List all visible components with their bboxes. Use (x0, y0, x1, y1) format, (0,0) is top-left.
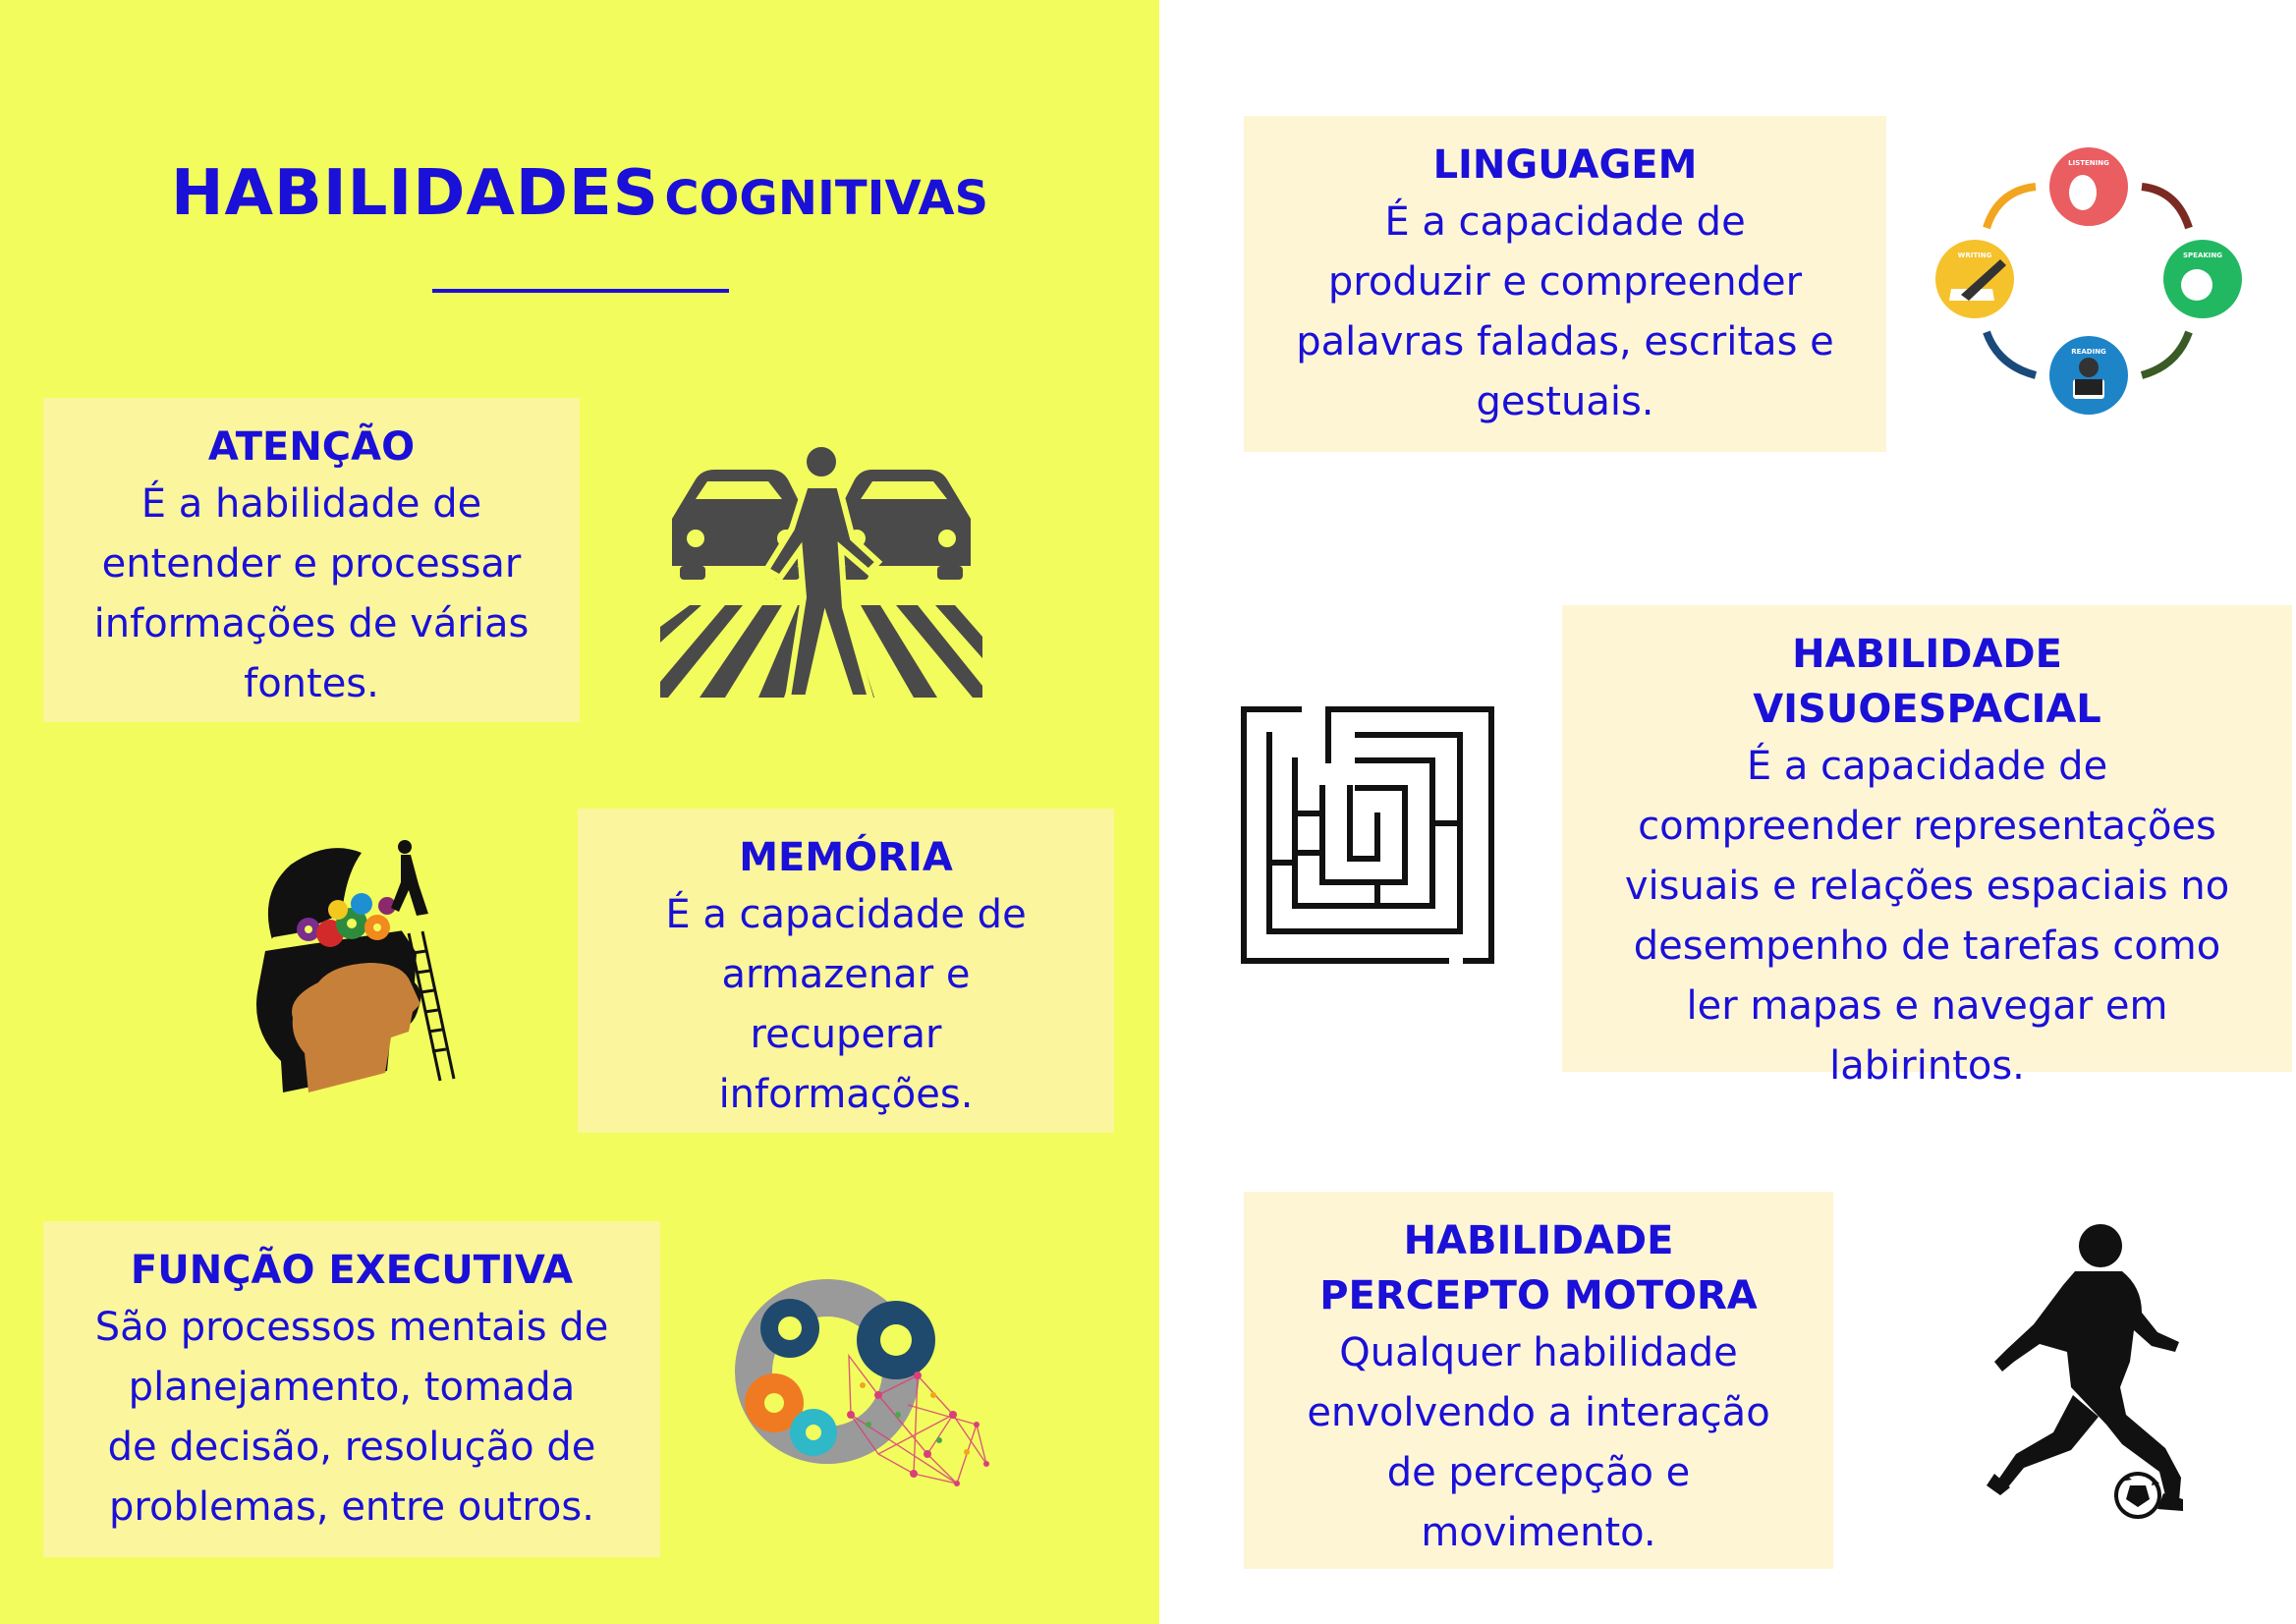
head-gears-icon (244, 835, 464, 1092)
card-percepto-motora (1244, 1192, 1833, 1569)
card-text-line: gestuais. (1476, 379, 1654, 424)
card-funcao-executiva (43, 1221, 660, 1557)
title-underline (432, 289, 729, 293)
card-text-line: envolvendo a interação (1307, 1390, 1770, 1435)
card-text-line: fontes. (244, 661, 379, 706)
card-text-line: visuais e relações espaciais no (1624, 864, 2230, 909)
pedestrian-crossing-icon (660, 440, 982, 700)
card-text-line: É a capacidade de (1384, 199, 1746, 245)
card-text-line: palavras faladas, escritas e (1296, 319, 1834, 364)
listening-label: LISTENING (2068, 159, 2109, 167)
card-text-line: ler mapas e navegar em (1686, 983, 2168, 1029)
card-visuoespacial (1562, 605, 2292, 1089)
card-text-line: de decisão, resolução de (107, 1425, 596, 1470)
reading-label: READING (2071, 348, 2106, 356)
card-text-line: É a capacidade de (665, 892, 1027, 937)
page-title (167, 157, 992, 230)
card-text-line: problemas, entre outros. (109, 1484, 594, 1530)
card-text-line: entender e processar (101, 541, 522, 587)
card-text-line: planejamento, tomada (128, 1365, 576, 1410)
card-text-line: labirintos. (1829, 1043, 2025, 1089)
card-text-line: desempenho de tarefas como (1633, 924, 2221, 969)
card-linguagem (1244, 116, 1886, 452)
card-text-line: São processos mentais de (94, 1305, 609, 1350)
card-title: FUNÇÃO EXECUTIVA (130, 1248, 574, 1293)
brain-gears-icon (731, 1267, 1008, 1515)
card-text-line: armazenar e (721, 952, 971, 997)
card-atencao (43, 398, 580, 722)
title-main: HABILIDADES (170, 157, 659, 230)
maze-icon (1240, 705, 1495, 965)
card-text-line: Qualquer habilidade (1339, 1330, 1738, 1375)
card-title: LINGUAGEM (1432, 142, 1698, 188)
speaking-label: SPEAKING (2182, 252, 2223, 259)
title-sub: COGNITIVAS (664, 171, 989, 226)
card-text-line: recuperar (750, 1012, 942, 1057)
card-text-line: de percepção e (1386, 1450, 1691, 1495)
card-title: HABILIDADE (1403, 1218, 1674, 1263)
writing-label: WRITING (1957, 252, 1992, 259)
card-title: HABILIDADE (1792, 632, 2062, 677)
card-text-line: informações. (718, 1072, 974, 1117)
soccer-player-icon (1973, 1214, 2187, 1521)
card-text-line: É a habilidade de (140, 481, 482, 527)
card-title: MEMÓRIA (739, 835, 953, 880)
language-cycle-icon (1935, 143, 2242, 419)
card-memoria (578, 809, 1114, 1133)
card-text-line: produzir e compreender (1327, 259, 1803, 305)
card-text-line: informações de várias (93, 601, 530, 646)
card-text-line: compreender representações (1638, 804, 2216, 849)
card-title: ATENÇÃO (207, 424, 416, 470)
card-title: VISUOESPACIAL (1753, 687, 2101, 732)
card-text-line: É a capacidade de (1746, 744, 2108, 789)
card-text-line: movimento. (1421, 1510, 1656, 1555)
card-title: PERCEPTO MOTORA (1319, 1273, 1758, 1318)
